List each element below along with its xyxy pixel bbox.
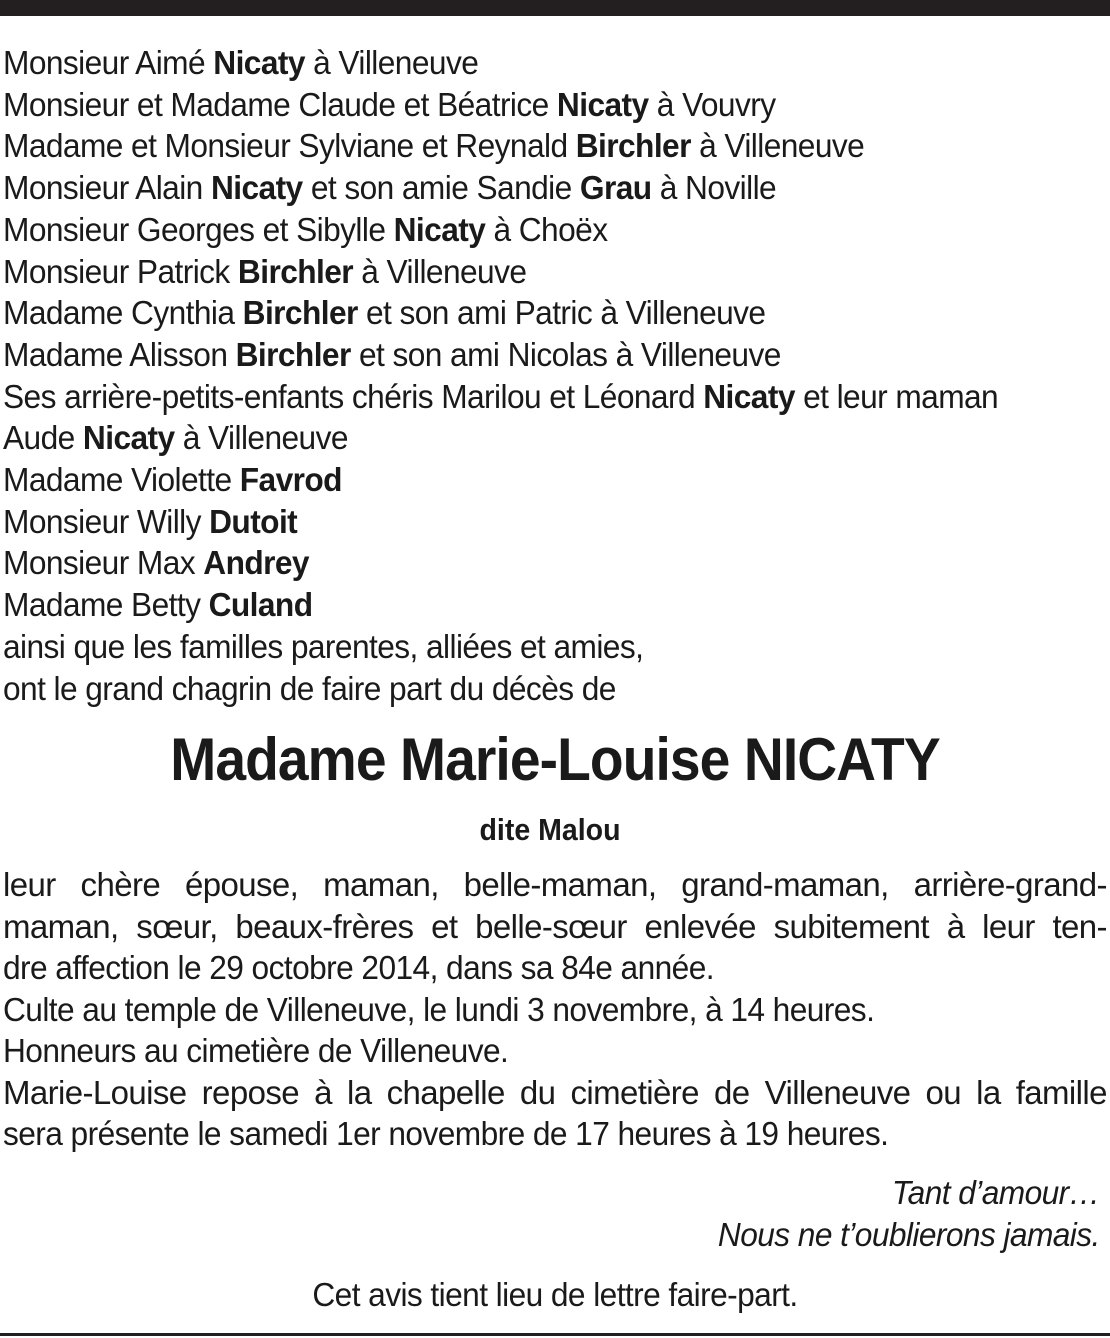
- family-text: ont le grand chagrin de faire part du décès de: [3, 669, 616, 707]
- body-word: ten-: [1052, 907, 1107, 945]
- top-rule: [0, 0, 1110, 16]
- family-text: et son ami Nicolas à Villeneuve: [350, 335, 781, 373]
- family-text: Madame Alisson: [3, 335, 236, 373]
- bottom-rule: [0, 1333, 1110, 1336]
- body-word: leur: [982, 907, 1035, 945]
- family-surname: Grau: [579, 169, 652, 207]
- family-text: Monsieur Max: [3, 544, 204, 582]
- family-text: à Villeneuve: [690, 127, 865, 165]
- deceased-nickname: dite Malou: [479, 812, 621, 847]
- family-line: [3, 501, 1063, 543]
- body-word: belle-sœur: [475, 907, 627, 945]
- family-surname: Birchler: [575, 127, 691, 165]
- family-text: Monsieur Alain: [3, 169, 211, 207]
- family-line: [3, 542, 1063, 584]
- body-line: sera présente le samedi 1er novembre de 17 heures à 19 heures.: [3, 1115, 889, 1152]
- family-text: Madame Violette: [3, 461, 240, 499]
- family-line: [3, 376, 1063, 418]
- body-word: la: [346, 1073, 372, 1111]
- deceased-name: Madame Marie-Louise NICATY: [170, 726, 940, 793]
- body-line: dre affection le 29 octobre 2014, dans sa 84e année.: [3, 949, 714, 986]
- family-surname: Nicaty: [213, 44, 305, 81]
- body-word: enlevée: [644, 907, 756, 945]
- family-line: [3, 584, 1063, 626]
- body-word: épouse,: [185, 866, 299, 903]
- body-word: ou: [925, 1073, 961, 1111]
- family-line: [3, 251, 1063, 293]
- family-text: à Choëx: [485, 210, 608, 248]
- family-text: et leur maman: [794, 377, 999, 415]
- body-word: Marie-Louise: [3, 1073, 187, 1111]
- body-word: à: [946, 907, 965, 945]
- body-word: sœur,: [136, 907, 218, 945]
- body-word: du: [519, 1073, 556, 1111]
- body-line: [3, 906, 1107, 948]
- family-text: Madame Cynthia: [3, 294, 243, 332]
- body-line: [3, 1072, 1107, 1114]
- body-word: arrière-grand-: [913, 866, 1107, 903]
- service-info: Culte au temple de Villeneuve, le lundi 3 novembre, à 14 heures.: [3, 990, 875, 1028]
- family-text: Monsieur Willy: [3, 502, 210, 540]
- family-text: Aude: [3, 419, 83, 457]
- family-text: à Vouvry: [648, 85, 776, 123]
- family-surname: Favrod: [239, 461, 342, 499]
- family-line: [3, 167, 1063, 209]
- body-word: belle-maman,: [463, 866, 657, 903]
- family-text: Ses arrière-petits-enfants chéris Marilou et Léonard: [3, 377, 704, 415]
- family-surname: Nicaty: [703, 377, 795, 415]
- family-surname: Nicaty: [556, 85, 649, 123]
- family-surname: Dutoit: [209, 502, 298, 540]
- family-text: Monsieur et Madame Claude et Béatrice: [3, 85, 557, 123]
- obituary-body: [3, 864, 1107, 1155]
- body-word: leur: [3, 866, 56, 903]
- honors-info: Honneurs au cimetière de Villeneuve.: [3, 1032, 509, 1069]
- family-surname: Birchler: [237, 252, 354, 290]
- body-word: maman,: [3, 907, 119, 945]
- family-text: à Villeneuve: [353, 252, 527, 290]
- family-list: [3, 42, 1063, 709]
- family-text: Madame Betty: [3, 586, 209, 624]
- family-text: à Villeneuve: [174, 419, 348, 457]
- closing-line: Nous ne t’oublierons jamais.: [718, 1216, 1100, 1253]
- body-word: beaux-frères: [235, 907, 414, 945]
- body-line: [3, 864, 1107, 906]
- family-surname: Andrey: [203, 544, 309, 582]
- family-surname: Nicaty: [393, 210, 486, 248]
- body-word: Villeneuve: [764, 1073, 911, 1111]
- family-line: [3, 84, 1063, 126]
- family-text: Monsieur Patrick: [3, 252, 238, 290]
- body-word: cimetière: [570, 1073, 699, 1111]
- body-word: grand-maman,: [681, 866, 889, 903]
- family-text: Monsieur Aimé: [3, 44, 214, 81]
- body-word: famille: [1015, 1073, 1107, 1111]
- family-text: ainsi que les familles parentes, alliées et amies,: [3, 627, 644, 665]
- body-word: chère: [80, 866, 161, 903]
- closing-words: [718, 1172, 1100, 1256]
- family-surname: Birchler: [242, 294, 358, 332]
- family-text: et son amie Sandie: [302, 169, 580, 207]
- family-line: [3, 334, 1063, 376]
- family-surname: Nicaty: [82, 419, 175, 457]
- family-line: [3, 292, 1063, 334]
- closing-line: Tant d’amour…: [892, 1174, 1100, 1211]
- family-text: Monsieur Georges et Sibylle: [3, 210, 394, 248]
- family-text: et son ami Patric à Villeneuve: [357, 294, 766, 332]
- family-line: [3, 668, 1063, 710]
- family-surname: Culand: [208, 586, 313, 624]
- body-word: de: [714, 1073, 750, 1111]
- body-word: la: [976, 1073, 1001, 1111]
- body-word: à: [314, 1073, 332, 1111]
- family-line: [3, 42, 1063, 84]
- family-surname: Birchler: [235, 335, 351, 373]
- notice-text: Cet avis tient lieu de lettre faire-part.: [312, 1276, 798, 1313]
- family-line: [3, 626, 1063, 668]
- body-word: subitement: [773, 907, 930, 945]
- family-line: [3, 209, 1063, 251]
- family-text: Madame et Monsieur Sylviane et Reynald: [3, 127, 576, 165]
- body-word: repose: [201, 1073, 299, 1111]
- body-word: maman,: [323, 866, 439, 903]
- family-line: [3, 125, 1063, 167]
- body-word: et: [431, 907, 458, 945]
- family-text: à Villeneuve: [304, 44, 479, 81]
- family-text: à Noville: [651, 169, 777, 207]
- body-word: chapelle: [386, 1073, 505, 1111]
- family-line: [3, 459, 1063, 501]
- family-surname: Nicaty: [210, 169, 303, 207]
- family-line: [3, 417, 1063, 459]
